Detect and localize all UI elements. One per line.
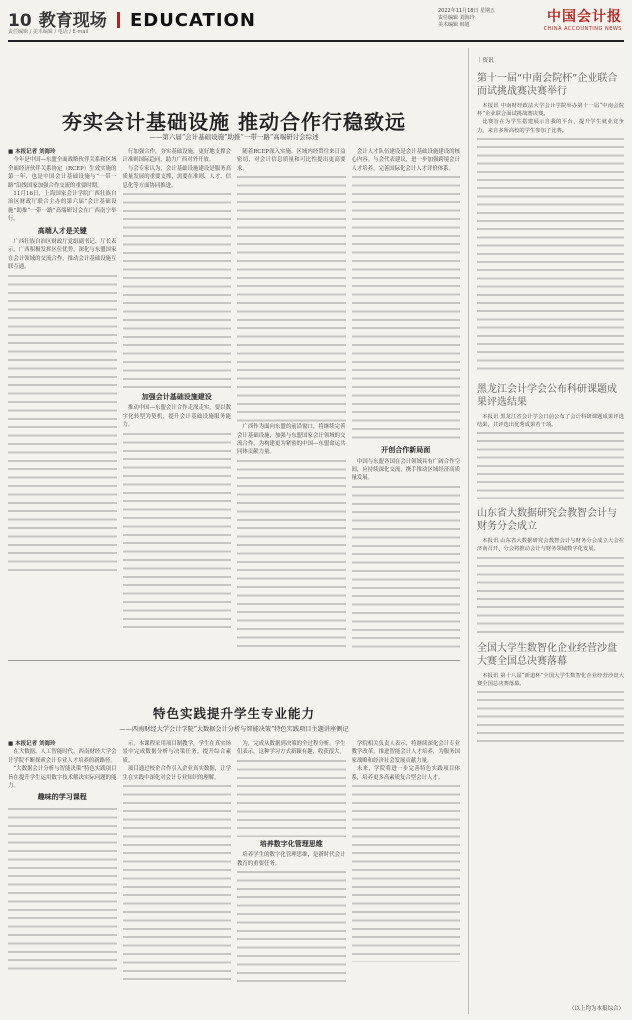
sidebar-item-text bbox=[477, 537, 624, 633]
article1-byline: ■ 本报记者 刘海玲 bbox=[8, 149, 56, 155]
article1-section-heading-3: 开创合作新局面 bbox=[381, 446, 431, 455]
brand-name: 中国会计报 bbox=[547, 9, 622, 25]
paragraph: 培养学生的数字化管理思维，是新时代会计教育的重要任务。 bbox=[237, 852, 346, 867]
news-sidebar bbox=[468, 48, 624, 1014]
article2-title: 特色实践提升学生专业能力 bbox=[152, 706, 315, 721]
newspaper-logo bbox=[544, 6, 622, 32]
paragraph: 行加强合作，夯实基础设施，更好地支撑会计准则国际趋同，助力广西对外开放。 bbox=[122, 149, 231, 164]
paragraph: 中国与东盟各国在会计领域具有广阔合作空间，应持续深化交流，携手推动区域经济高质量发展。 bbox=[351, 458, 460, 482]
paragraph: 广西壮族自治区财政厅党组副书记、厅长表示，广西积极发挥区位优势，深化与东盟国家在会计领域的交流合作，推动会计基础设施互联互通。 bbox=[8, 239, 117, 271]
sidebar-item-title: 全国大学生数智化企业经营沙盘大赛全国总决赛落幕 bbox=[477, 642, 617, 667]
article2-column-3 bbox=[237, 740, 346, 1012]
sidebar-footer: （以上均为本报综合） bbox=[568, 1006, 624, 1012]
sidebar-item-title: 第十一届“中南会院杯”企业联合而试挑战赛决赛举行 bbox=[477, 73, 618, 97]
sidebar-item-title: 黑龙江会计学会公布科研课题成果评选结果 bbox=[477, 383, 617, 408]
paragraph: 推动中国—东盟会计合作走深走实，要以数字化转型为契机，提升会计基础设施服务能力。 bbox=[122, 405, 231, 429]
text-filler bbox=[352, 483, 461, 653]
article2-column-1 bbox=[8, 740, 117, 1012]
paragraph: 与会专家认为，会计基础设施建设是服务高质量发展的重要支撑，需要在准则、人才、信息化等方面协同推进。 bbox=[122, 165, 231, 189]
article1-section-heading-1: 高端人才是关键 bbox=[37, 226, 87, 235]
article2-body bbox=[8, 740, 460, 1012]
paragraph: 广西作为面向东盟的前沿窗口，将继续完善会计基础设施，加强与东盟国家会计领域的交流合作，为构建更为紧密的中国—东盟命运共同体贡献力量。 bbox=[237, 424, 346, 456]
paragraph: 学院相关负责人表示，将继续深化会计专业教学改革，推进智能会计人才培养，为服务国家战略和经济社会发展贡献力量。 bbox=[351, 741, 460, 764]
sidebar-item-text bbox=[477, 413, 624, 499]
text-filler bbox=[8, 805, 117, 975]
editor-line: 责任编辑 刘海玲 bbox=[438, 15, 475, 21]
text-filler bbox=[237, 868, 346, 988]
paragraph: 示，本课程采用项目制教学，学生在真实场景中完成数据分析与决策任务，提升综合素质。 bbox=[122, 741, 231, 764]
paragraph: 随着RCEP深入实施，区域内经贸往来日益密切，对会计信息质量和可比性提出更高要求。 bbox=[237, 149, 346, 172]
article1-section-heading-2: 加强会计基础设施建设 bbox=[141, 393, 212, 402]
article1-column-3 bbox=[237, 148, 346, 653]
sidebar-item-title: 山东省大数据研究会教智会计与财务分会成立 bbox=[477, 508, 617, 533]
text-filler bbox=[477, 429, 624, 499]
article1-column-1 bbox=[8, 148, 117, 653]
text-filler bbox=[352, 173, 461, 443]
text-filler bbox=[237, 457, 346, 653]
section-name: 教育现场 bbox=[38, 11, 107, 31]
text-filler bbox=[237, 757, 346, 837]
sidebar-item-text bbox=[477, 102, 624, 375]
text-filler bbox=[123, 430, 232, 630]
paragraph: 本报讯 黑龙江省会计学会日前公布了会计科研课题成果评选结果，共评选出优秀成果若干项。 bbox=[477, 413, 624, 429]
article1-title: 夯实会计基础设施 推动合作行稳致远 bbox=[62, 110, 406, 134]
designer-line: 美术编辑 韩旭 bbox=[438, 22, 470, 28]
article1-body bbox=[8, 148, 460, 653]
article2-column-4 bbox=[352, 740, 461, 1012]
article1-column-2 bbox=[123, 148, 232, 653]
paragraph: 本报讯 第十八届“新道杯”全国大学生数智化企业经营沙盘大赛全国总决赛落幕。 bbox=[477, 672, 624, 687]
section-name-en: EDUCATION bbox=[129, 10, 256, 31]
text-filler bbox=[477, 135, 624, 375]
paragraph: 在大数据、人工智能时代，西南财经大学会计学院不断探索会计专业人才培养的新路径。 bbox=[8, 749, 117, 764]
main-articles bbox=[8, 48, 460, 1014]
brand-name-en: CHINA ACCOUNTING NEWS bbox=[543, 26, 622, 32]
paragraph: 会计人才队伍建设是会计基础设施建设的核心内容。与会代表建议，进一步加强跨境会计人才培养，完善国际化会计人才评价体系。 bbox=[351, 149, 460, 172]
paragraph: 今年是中国—东盟全面战略伙伴关系和区域全面经济伙伴关系协定（RCEP）生效实施的第一年，也是中国会计基础设施与“一带一路”沿线国家加强合作交流的重要时期。 bbox=[8, 157, 117, 189]
paragraph: “大数据会计分析与智能决策”特色实践项目旨在提升学生运用数字技术解决实际问题的能力。 bbox=[8, 766, 117, 790]
article1-column-4 bbox=[352, 148, 461, 653]
text-filler bbox=[352, 782, 461, 962]
text-filler bbox=[477, 688, 624, 748]
issue-date: 2022年11月18日 星期五 bbox=[438, 8, 496, 14]
paragraph: 11月16日，上海国家会计学院广西壮族自治区财政厅联合主办的第六届“会计基础设施”助推“一带一路”高端研讨会在广西南宁举行。 bbox=[8, 191, 117, 223]
editor-credits: 责任编辑 / 美术编辑 / 电话 / E-mail bbox=[8, 29, 89, 35]
paragraph: 未来，学院将进一步完善特色实践项目体系，培养更多高素质复合型会计人才。 bbox=[351, 766, 460, 781]
issue-date-block bbox=[438, 8, 518, 29]
masthead-rule bbox=[8, 40, 624, 42]
article-divider bbox=[8, 660, 460, 661]
text-filler bbox=[8, 272, 117, 572]
text-filler bbox=[237, 173, 346, 423]
paragraph: 项目通过校企合作引入企业真实数据，让学生在实践中深化对会计专业知识的理解。 bbox=[122, 766, 231, 781]
paragraph: 为，完成从数据到决策的全过程分析。学生们表示，这种学习方式新颖有趣，收获很大。 bbox=[237, 741, 346, 756]
paragraph: 本报讯 山东省大数据研究会教智会计与财务分会成立大会在济南召开，分会将推动会计与财务领域数字化发展。 bbox=[477, 538, 624, 553]
article2-section-heading-1: 趣味的学习课程 bbox=[37, 793, 87, 802]
article1-subtitle: ——第六届“会计基础设施”助推“一带一路”高端研讨会综述 bbox=[149, 133, 319, 141]
text-filler bbox=[477, 554, 624, 634]
paragraph: 比赛旨在为学生搭建展示自我的平台，提升学生就业竞争力，来自多所高校的学生参加了比赛。 bbox=[477, 119, 624, 134]
article2-column-2 bbox=[123, 740, 232, 1012]
article2-section-heading-2: 培养数字化管理思维 bbox=[259, 839, 323, 848]
text-filler bbox=[123, 782, 232, 982]
article2-byline: ■ 本报记者 刘海玲 bbox=[8, 741, 56, 747]
page-number: 10 bbox=[8, 11, 32, 31]
article2-subtitle: ——西南财经大学会计学院“大数据会计分析与智能决策”特色实践项目主题讲座侧记 bbox=[119, 726, 349, 733]
text-filler bbox=[123, 190, 232, 390]
sidebar-label: ｜资讯 bbox=[477, 58, 494, 64]
masthead bbox=[8, 4, 624, 44]
sidebar-item-text bbox=[477, 672, 624, 748]
section-separator bbox=[117, 12, 120, 28]
paragraph: 本报讯 中南财经政法大学会计学院举办第十一届“中南会院杯”企业联合面试挑战赛决赛。 bbox=[477, 103, 624, 118]
